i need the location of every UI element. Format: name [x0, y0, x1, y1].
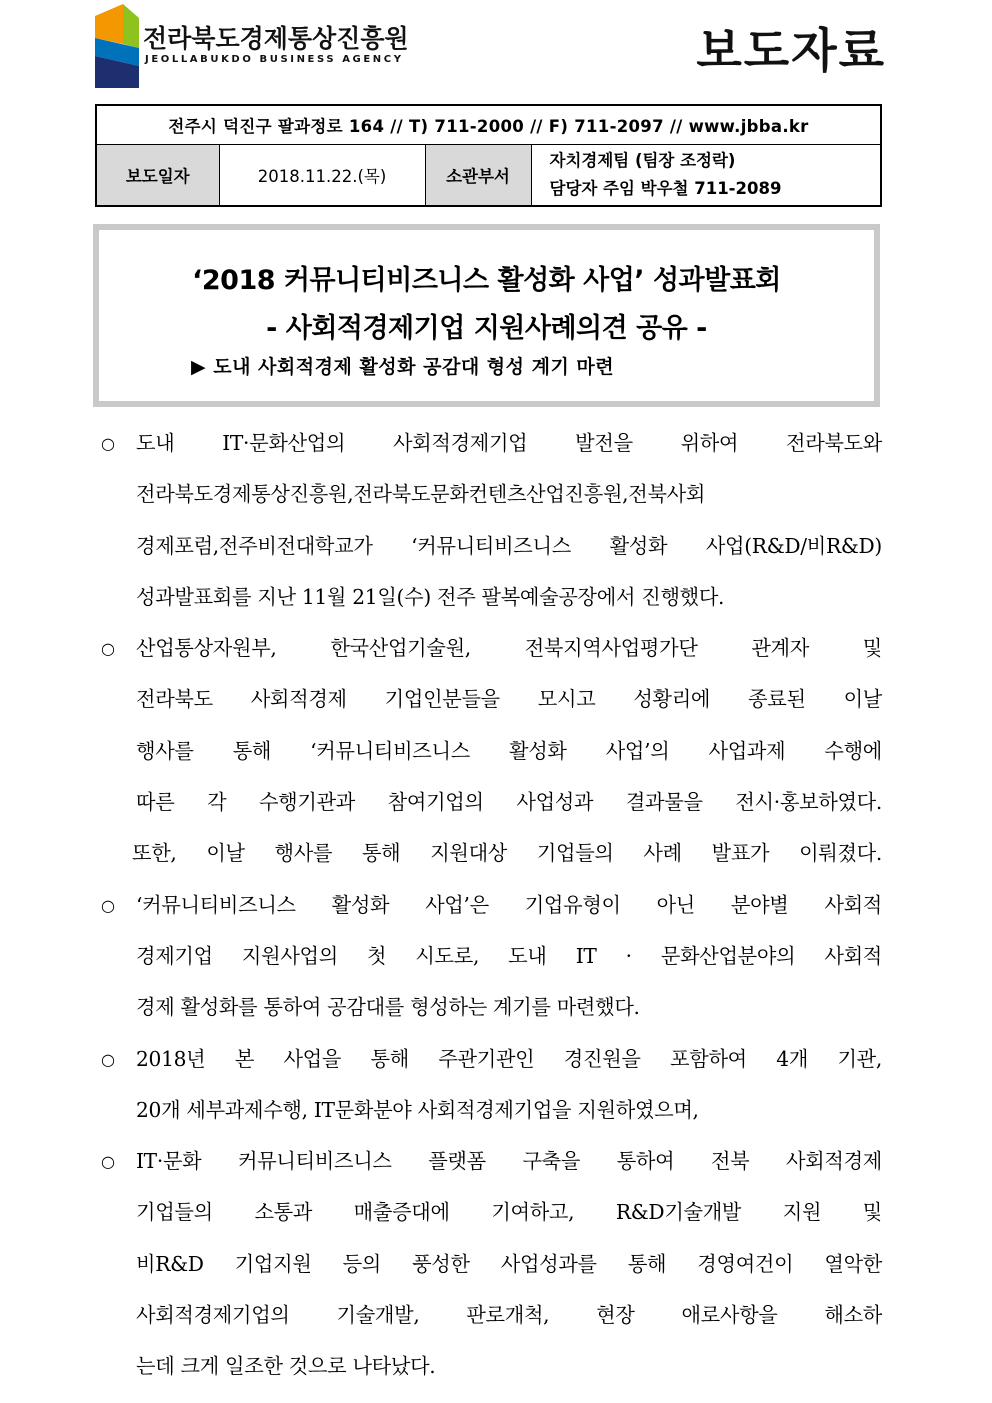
body-line-text: 성과발표회를 지난 11월 21일(수) 전주 팔복예술공장에서 진행했다.	[136, 584, 725, 609]
body-line	[96, 1034, 882, 1085]
headline-box	[93, 224, 880, 407]
body-line	[96, 982, 882, 1033]
bullet-circle-icon: ○	[101, 1152, 115, 1172]
body-line	[96, 931, 882, 982]
body-line	[96, 1187, 882, 1238]
bullet-circle-icon: ○	[101, 895, 115, 915]
body-line	[96, 1136, 882, 1187]
press-info-table	[95, 104, 882, 207]
doc-type-title: 보도자료	[696, 24, 886, 79]
body-line	[96, 469, 882, 520]
body-line	[96, 1290, 882, 1341]
body-line-text: 전라북도경제통상진흥원,전라북도문화컨텐츠산업진흥원,전북사회	[136, 482, 706, 507]
body-line-text: IT·문화 커뮤니티비즈니스 플랫폼 구축을 통하여 전북 사회적경제	[136, 1149, 882, 1174]
body-line-text: 기업들의 소통과 매출증대에 기여하고, R&D기술개발 지원 및	[136, 1200, 882, 1225]
headline: ‘2018 커뮤니티비즈니스 활성화 사업’ 성과발표회	[192, 265, 781, 296]
body-line	[96, 726, 882, 777]
body-line	[96, 623, 882, 674]
body-line-text: 경제기업 지원사업의 첫 시도로, 도내 IT · 문화산업분야의 사회적	[136, 943, 882, 968]
bullet-circle-icon: ○	[101, 639, 115, 659]
body-line	[96, 828, 882, 879]
bullet-circle-icon: ○	[101, 434, 115, 453]
body-line-text: 20개 세부과제수행, IT문화분야 사회적경제기업을 지원하였으며,	[136, 1097, 699, 1122]
body-line-text: 산업통상자원부, 한국산업기술원, 전북지역사업평가단 관계자 및	[136, 636, 882, 661]
bullet-circle-icon: ○	[101, 1049, 115, 1069]
body-line	[96, 1239, 882, 1290]
body-line	[96, 1341, 882, 1392]
body-line	[96, 1085, 882, 1136]
body-line	[96, 572, 882, 623]
release-date-value: 2018.11.22.(목)	[219, 145, 425, 207]
release-date-label: 보도일자	[96, 145, 219, 207]
body-line	[96, 777, 882, 828]
body-line	[96, 674, 882, 725]
org-name: 전라북도경제통상진흥원	[143, 24, 409, 53]
body-line-text: 2018년 본 사업을 통해 주관기관인 경진원을 포함하여 4개 기관,	[136, 1046, 882, 1071]
department-value	[531, 145, 881, 207]
body-line	[96, 521, 882, 572]
body-line-text: 도내 IT·문화산업의 사회적경제기업 발전을 위하여 전라북도와	[136, 431, 882, 455]
body-line-text: 사회적경제기업의 기술개발, 판로개척, 현장 애로사항을 해소하	[136, 1303, 882, 1328]
body-line-text: 는데 크게 일조한 것으로 나타났다.	[136, 1354, 436, 1379]
body-line-text: 경제포럼,전주비전대학교가 ‘커뮤니티비즈니스 활성화 사업(R&D/비R&D)	[136, 533, 882, 558]
department-team: 자치경제팀 (팀장 조정락)	[549, 151, 736, 170]
body-line-text: ‘커뮤니티비즈니스 활성화 사업’은 기업유형이 아닌 분야별 사회적	[136, 892, 882, 917]
summary-point: ▶ 도내 사회적경제 활성화 공감대 형성 계기 마련	[191, 356, 615, 378]
org-name-en: JEOLLABUKDO BUSINESS AGENCY	[145, 54, 404, 65]
body-line-text: 따른 각 수행기관과 참여기업의 사업성과 결과물을 전시·홍보하였다.	[136, 790, 882, 815]
body-line	[96, 418, 882, 469]
body-line-text: 또한, 이날 행사를 통해 지원대상 기업들의 사례 발표가 이뤄졌다.	[132, 841, 882, 866]
contact-address: 전주시 덕진구 팔과정로 164 // T) 711-2000 // F) 711-2097 // www.jbba.kr	[96, 105, 881, 145]
org-logo-mark-icon	[95, 4, 147, 88]
body-line-text: 전라북도 사회적경제 기업인분들을 모시고 성황리에 종료된 이날	[136, 687, 882, 712]
body-line-text: 행사를 통해 ‘커뮤니티비즈니스 활성화 사업’의 사업과제 수행에	[136, 738, 882, 763]
body-line-text: 비R&D 기업지원 등의 풍성한 사업성과를 통해 경영여건이 열악한	[136, 1251, 882, 1276]
org-logo	[95, 4, 409, 88]
department-label: 소관부서	[425, 145, 531, 207]
body-line-text: 경제 활성화를 통하여 공감대를 형성하는 계기를 마련했다.	[136, 995, 640, 1020]
department-contact: 담당자 주임 박우철 711-2089	[549, 179, 782, 198]
body-line	[96, 880, 882, 931]
subheadline: - 사회적경제기업 지원사례의견 공유 -	[266, 313, 707, 344]
press-body	[96, 418, 882, 1393]
